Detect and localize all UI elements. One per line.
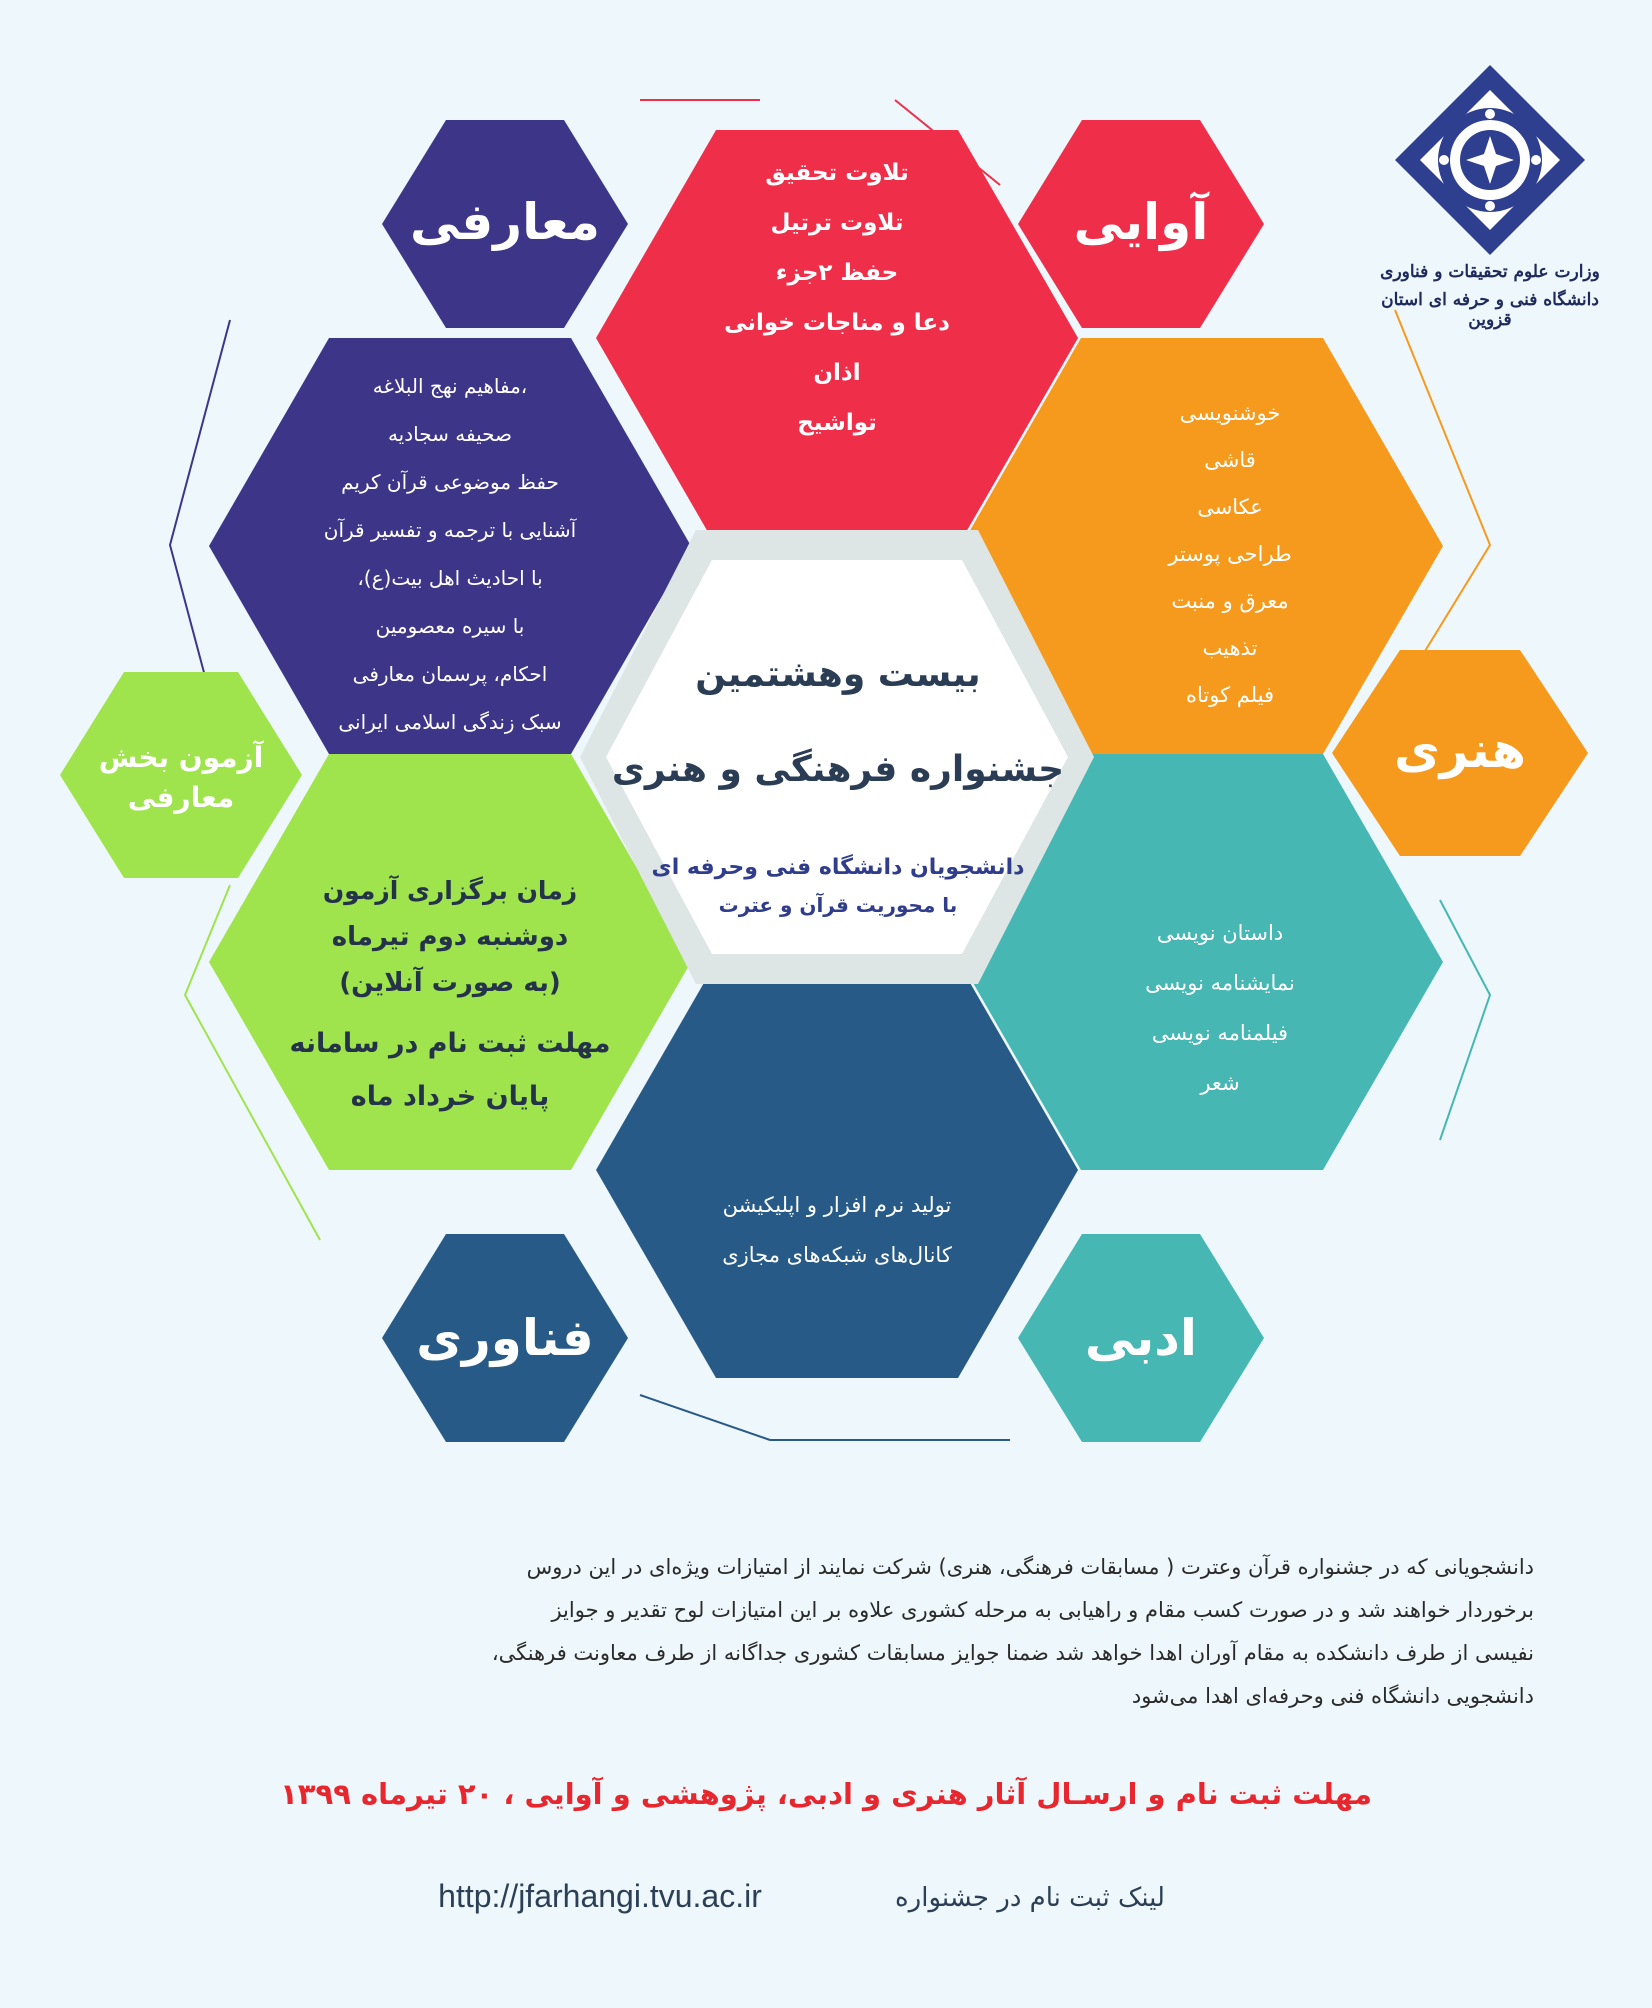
paragraph-line: دانشجویانی که در جشنواره قرآن وعترت ( مسابقات فرهنگی، هنری) شرکت نمایند از امتیازات ویژه‌ای در این دروس <box>526 1555 1534 1579</box>
list-item: تذهیب <box>1202 636 1258 660</box>
azmoon-title-line: آزمون بخش <box>98 741 264 774</box>
list-item: تلاوت ترتیل <box>770 210 904 236</box>
list-item: تلاوت تحقیق <box>765 160 909 186</box>
list-item: فیلمنامه نویسی <box>1151 1021 1289 1045</box>
fanavari-title: فناوری <box>416 1309 594 1367</box>
list-item: حفظ موضوعی قرآن کریم <box>341 470 559 494</box>
list-item: نمایشنامه نویسی <box>1145 971 1295 995</box>
list-item: با سیره معصومین <box>375 614 525 638</box>
deadline-text: مهلت ثبت نام و ارسـال آثار هنری و ادبی، پژوهشی و آوایی ، ۲۰ تیرماه ۱۳۹۹ <box>280 1777 1372 1811</box>
list-item: طراحی پوستر <box>1168 542 1292 566</box>
list-item: صحیفه سجادیه <box>387 422 513 446</box>
list-item: معرق و منبت <box>1171 589 1289 613</box>
list-item: شعر <box>1200 1071 1240 1095</box>
center-title-line1: بیست وهشتمین <box>695 654 981 695</box>
paragraph-line: نفیسی از طرف دانشکده به مقام آوران اهدا خواهد شد ضمنا جوایز مسابقات کشوری جداگانه از طرف معاونت فرهنگی، <box>491 1641 1534 1665</box>
list-item: تولید نرم افزار و اپلیکیشن <box>722 1193 952 1217</box>
link-label: لینک ثبت نام در جشنواره <box>895 1883 1165 1913</box>
list-item: احکام، پرسمان معارفی <box>352 662 548 686</box>
honari-title: هنری <box>1393 721 1526 779</box>
list-item: داستان نویسی <box>1156 921 1284 945</box>
list-item: با احادیث اهل بیت(ع)، <box>357 566 543 590</box>
maarefi-list <box>230 362 670 746</box>
list-item: عکاسی <box>1197 495 1263 519</box>
center-subtitle-line2: با محوریت قرآن و عترت <box>718 893 958 917</box>
exam-info <box>240 868 660 1122</box>
honari-list <box>1080 390 1380 719</box>
list-item: قاشی <box>1204 448 1256 472</box>
list-item: کانال‌های شبکه‌های مجازی <box>722 1243 952 1267</box>
description-paragraph <box>118 1546 1534 1718</box>
list-item: ،مفاهیم نهج البلاغه <box>372 374 528 398</box>
azmoon-title <box>70 738 292 818</box>
azmoon-title-line: معارفی <box>127 781 235 814</box>
list-item: تواشیح <box>797 410 877 436</box>
list-item: اذان <box>813 360 861 386</box>
exam-date: دوشنبه دوم تیرماه <box>331 922 569 952</box>
maarefi-title: معارفی <box>409 193 601 251</box>
list-item: فیلم کوتاه <box>1185 683 1275 707</box>
list-item: حفظ ۲جزء <box>775 260 899 286</box>
center-title-line2: جشنواره فرهنگی و هنری <box>611 749 1065 790</box>
avaei-title: آوایی <box>1073 193 1209 251</box>
university-emblem-icon <box>1395 65 1585 255</box>
list-item: خوشنویسی <box>1179 401 1281 425</box>
adabi-title: ادبی <box>1084 1309 1198 1367</box>
university-title: دانشگاه فنی و حرفه ای استان قزوین <box>1381 290 1599 330</box>
registration-heading: مهلت ثبت نام در سامانه <box>289 1028 611 1059</box>
exam-heading: زمان برگزاری آزمون <box>322 876 578 905</box>
registration-deadline: پایان خرداد ماه <box>350 1081 550 1112</box>
list-item: دعا و مناجات خوانی <box>724 310 950 336</box>
center-subtitle-line1: دانشجویان دانشگاه فنی وحرفه ای <box>651 855 1025 880</box>
list-item: سبک زندگی اسلامی ایرانی <box>338 710 562 734</box>
exam-mode: (به صورت آنلاین) <box>339 968 561 998</box>
ministry-title: وزارت علوم تحقیقات و فناوری <box>1380 262 1600 282</box>
adabi-list <box>1060 908 1380 1108</box>
registration-link[interactable]: http://jfarhangi.tvu.ac.ir <box>438 1878 762 1914</box>
avaei-list <box>660 148 1014 448</box>
paragraph-line: دانشجویی دانشگاه فنی وحرفه‌ای اهدا می‌شود <box>1131 1684 1534 1708</box>
paragraph-line: برخوردار خواهند شد و در صورت کسب مقام و راهیابی به مرحله کشوری علاوه بر این امتیازات لوح تقدیر و جوایز <box>551 1598 1534 1622</box>
list-item: آشنایی با ترجمه و تفسیر قرآن <box>323 518 577 542</box>
fanavari-list <box>650 1180 1024 1280</box>
